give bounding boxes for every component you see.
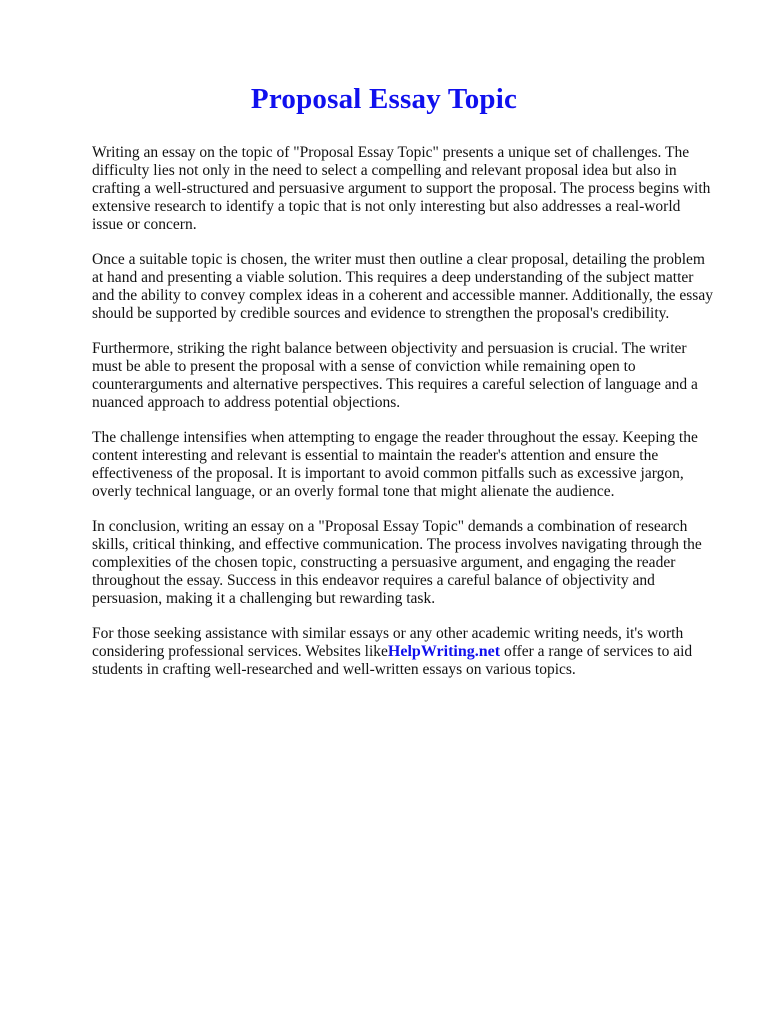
page-title: Proposal Essay Topic [250,83,518,115]
paragraph-balance: Furthermore, striking the right balance between objectivity and persuasion is crucial. The writer must be able to present the proposal with a sense of conviction while remaining open to counterarguments and alternative perspectives. This requires a careful selection of language and a nuanced approach to address potential objections. [92,340,698,411]
paragraph-intro: Writing an essay on the topic of "Proposal Essay Topic" presents a unique set of challenges. The difficulty lies not only in the need to select a compelling and relevant proposal idea but also in crafting a well-structured and persuasive argument to support the proposal. The process begins with extensive research to identify a topic that is not only interesting but also addresses a real-world issue or concern. [92,144,711,233]
paragraph-services [92,625,714,679]
services-text-after-link: offer a range of services to aid students in crafting well-researched and well-written essays on various topics. [92,643,693,678]
services-text-before-link: For those seeking assistance with similar essays or any other academic writing needs, it's worth considering professional services. Websites like [92,625,684,660]
paragraph-conclusion: In conclusion, writing an essay on a "Proposal Essay Topic" demands a combination of research skills, critical thinking, and effective communication. The process involves navigating through the complexities of the chosen topic, constructing a persuasive argument, and engaging the reader throughout the essay. Success in this endeavor requires a careful balance of objectivity and persuasion, making it a challenging but rewarding task. [92,518,702,607]
paragraph-engagement: The challenge intensifies when attempting to engage the reader throughout the essay. Keeping the content interesting and relevant is essential to maintain the reader's attention and ensure the effectiveness of the proposal. It is important to avoid common pitfalls such as excessive jargon, overly technical language, or an overly formal tone that might alienate the audience. [92,429,698,500]
paragraph-outline: Once a suitable topic is chosen, the writer must then outline a clear proposal, detailing the problem at hand and presenting a viable solution. This requires a deep understanding of the subject matter and the ability to convey complex ideas in a coherent and accessible manner. Additionally, the essay should be supported by credible sources and evidence to strengthen the proposal's credibility. [92,251,713,322]
helpwriting-link[interactable]: HelpWriting.net [387,643,501,660]
